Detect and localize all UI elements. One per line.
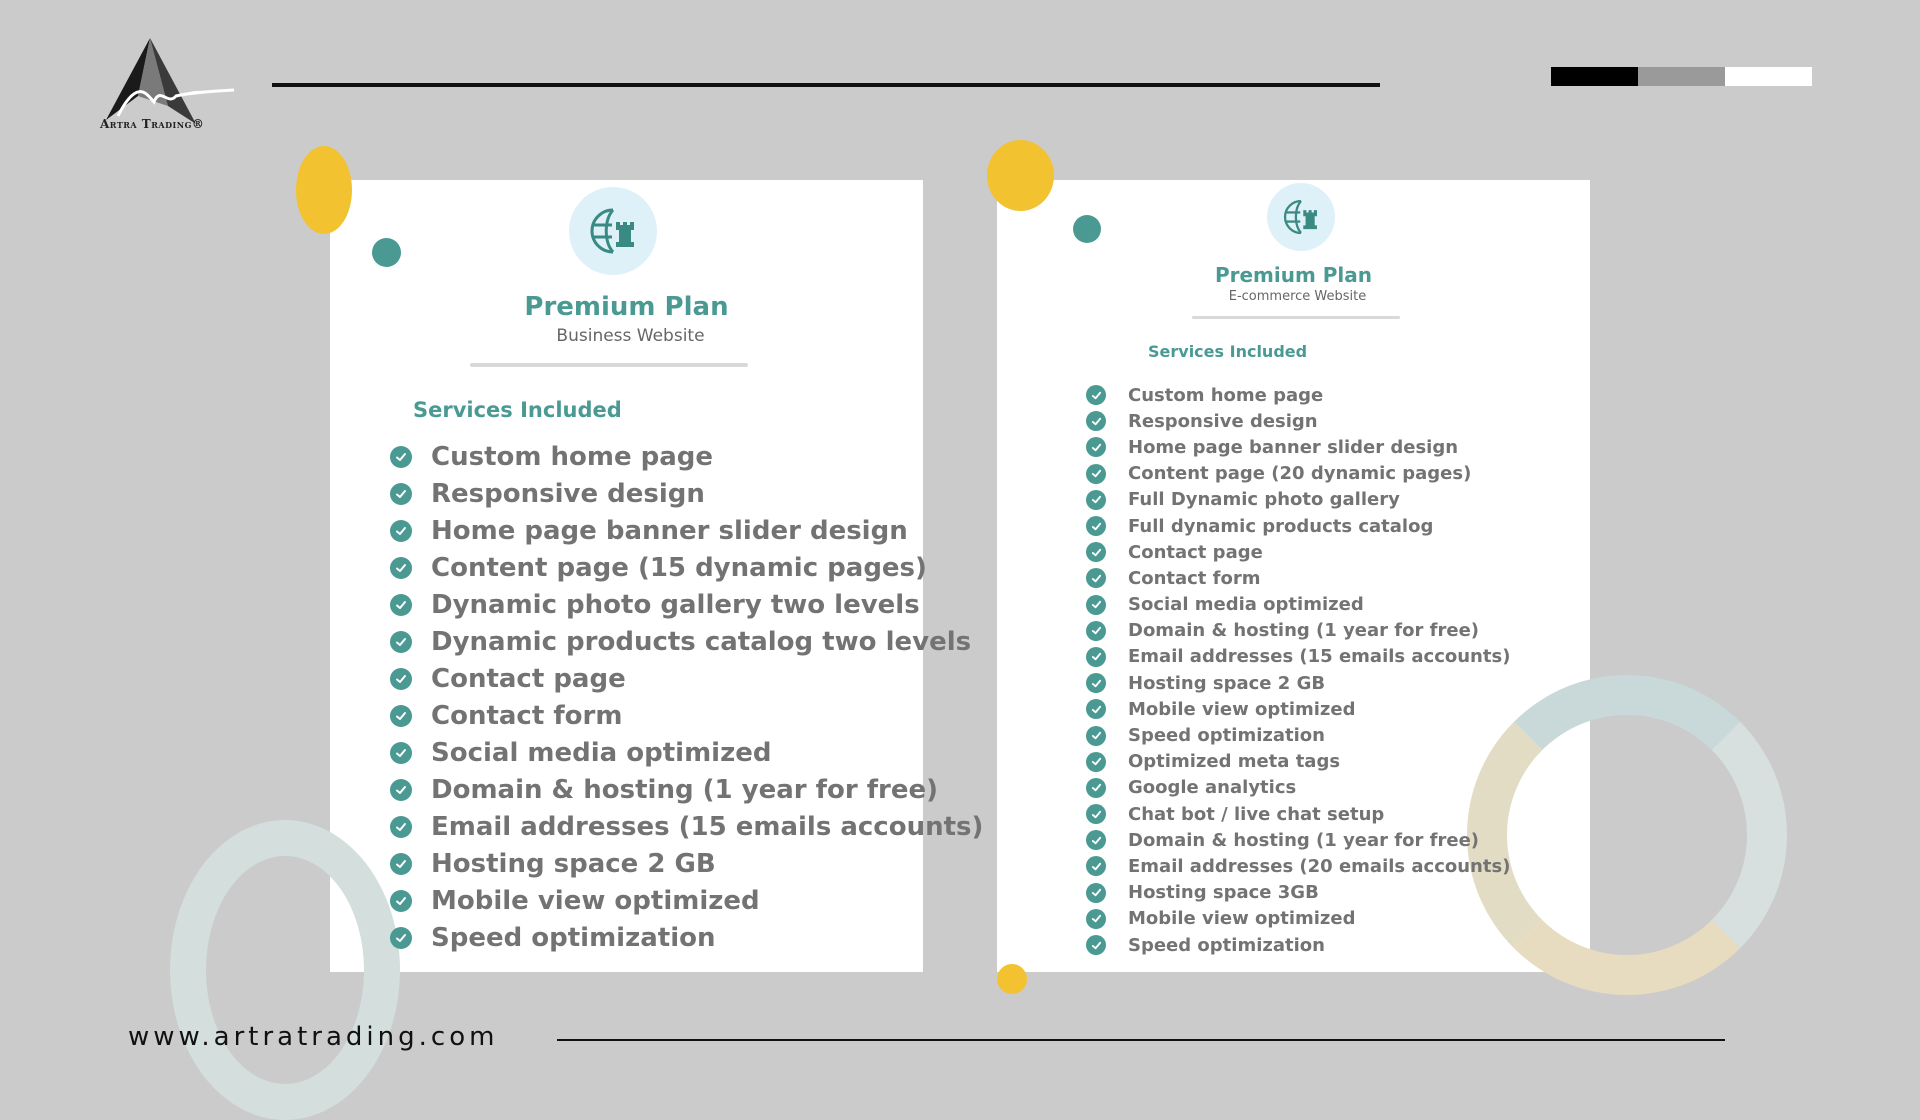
service-label: Mobile view optimized — [431, 885, 760, 916]
plan-card-business — [330, 180, 984, 972]
check-circle-icon — [1086, 464, 1106, 484]
service-item — [390, 845, 983, 882]
service-item — [1086, 487, 1510, 513]
service-label: Chat bot / live chat setup — [1128, 803, 1385, 825]
footer-divider-line — [557, 1039, 1725, 1041]
service-label: Speed optimization — [1128, 725, 1325, 747]
service-item — [1086, 775, 1510, 801]
check-circle-icon — [1086, 568, 1106, 588]
check-circle-icon — [1086, 542, 1106, 562]
service-label: Optimized meta tags — [1128, 751, 1341, 773]
service-item — [1086, 592, 1510, 618]
service-label: Home page banner slider design — [1128, 436, 1459, 458]
check-circle-icon — [1086, 804, 1106, 824]
service-label: Responsive design — [1128, 410, 1318, 432]
service-item — [1086, 408, 1510, 434]
service-item — [1086, 853, 1510, 879]
check-circle-icon — [1086, 752, 1106, 772]
service-label: Content page (15 dynamic pages) — [431, 552, 927, 583]
service-item — [390, 660, 983, 697]
service-item — [1086, 382, 1510, 408]
check-circle-icon — [1086, 385, 1106, 405]
service-item — [1086, 644, 1510, 670]
service-item — [390, 919, 983, 956]
service-label: Speed optimization — [1128, 934, 1325, 956]
teal-dot-decoration — [1073, 215, 1101, 243]
service-label: Speed optimization — [431, 922, 716, 953]
yellow-blob-decoration — [987, 140, 1054, 211]
check-circle-icon — [390, 557, 412, 579]
service-label: Mobile view optimized — [1128, 908, 1356, 930]
check-circle-icon — [1086, 883, 1106, 903]
check-circle-icon — [390, 446, 412, 468]
teal-dot-decoration — [372, 238, 401, 267]
check-circle-icon — [1086, 935, 1106, 955]
service-item — [1086, 932, 1510, 958]
service-label: Social media optimized — [431, 737, 772, 768]
check-circle-icon — [390, 631, 412, 653]
service-label: Contact form — [431, 700, 623, 731]
service-item — [1086, 461, 1510, 487]
service-item — [390, 882, 983, 919]
check-circle-icon — [1086, 726, 1106, 746]
service-item — [1086, 880, 1510, 906]
plan-subtitle: Business Website — [556, 326, 705, 346]
service-item — [1086, 539, 1510, 565]
service-label: Hosting space 3GB — [1128, 882, 1319, 904]
service-item — [1086, 827, 1510, 853]
globe-chess-rook-icon — [1282, 198, 1320, 236]
service-item — [1086, 906, 1510, 932]
check-circle-icon — [1086, 856, 1106, 876]
service-label: Social media optimized — [1128, 594, 1364, 616]
service-item — [390, 475, 983, 512]
services-included-heading: Services Included — [413, 398, 622, 422]
service-item — [1086, 434, 1510, 460]
service-item — [1086, 618, 1510, 644]
service-label: Mobile view optimized — [1128, 698, 1356, 720]
service-label: Responsive design — [431, 478, 705, 509]
plan-icon-circle — [1267, 183, 1335, 251]
services-list — [1086, 382, 1510, 958]
logo-text: Artra Trading® — [100, 117, 205, 131]
service-label: Full Dynamic photo gallery — [1128, 489, 1400, 511]
check-circle-icon — [390, 890, 412, 912]
gradient-ring-decoration — [1467, 675, 1787, 995]
check-circle-icon — [1086, 909, 1106, 929]
service-label: Hosting space 2 GB — [1128, 672, 1326, 694]
plan-title: Premium Plan — [524, 292, 729, 322]
check-circle-icon — [390, 927, 412, 949]
check-circle-icon — [1086, 595, 1106, 615]
plan-subtitle: E-commerce Website — [1228, 289, 1367, 304]
service-label: Contact page — [1128, 541, 1263, 563]
plan-title: Premium Plan — [1214, 263, 1373, 287]
service-label: Contact form — [1128, 567, 1261, 589]
yellow-blob-decoration — [296, 146, 352, 234]
service-item — [390, 438, 983, 475]
title-divider — [1192, 316, 1400, 319]
service-item — [390, 623, 983, 660]
services-list — [390, 438, 983, 956]
check-circle-icon — [1086, 490, 1106, 510]
title-divider — [470, 363, 748, 367]
service-label: Domain & hosting (1 year for free) — [431, 774, 938, 805]
service-label: Dynamic photo gallery two levels — [431, 589, 920, 620]
service-label: Contact page — [431, 663, 626, 694]
service-item — [390, 697, 983, 734]
service-item — [1086, 722, 1510, 748]
check-circle-icon — [390, 853, 412, 875]
check-circle-icon — [1086, 830, 1106, 850]
service-label: Custom home page — [1128, 384, 1324, 406]
service-label: Home page banner slider design — [431, 515, 908, 546]
check-circle-icon — [390, 594, 412, 616]
service-label: Domain & hosting (1 year for free) — [1128, 620, 1479, 642]
service-item — [390, 734, 983, 771]
globe-chess-rook-icon — [588, 206, 638, 256]
check-circle-icon — [390, 705, 412, 727]
service-label: Email addresses (15 emails accounts) — [431, 811, 984, 842]
service-label: Custom home page — [431, 441, 714, 472]
swatch-black — [1551, 67, 1638, 86]
swatch-white — [1725, 67, 1812, 86]
service-label: Google analytics — [1128, 777, 1297, 799]
service-item — [390, 771, 983, 808]
service-label: Domain & hosting (1 year for free) — [1128, 829, 1479, 851]
service-item — [390, 808, 983, 845]
service-item — [1086, 749, 1510, 775]
check-circle-icon — [1086, 647, 1106, 667]
check-circle-icon — [390, 520, 412, 542]
check-circle-icon — [390, 779, 412, 801]
service-item — [1086, 696, 1510, 722]
check-circle-icon — [390, 816, 412, 838]
services-included-heading: Services Included — [1148, 342, 1308, 361]
service-label: Dynamic products catalog two levels — [431, 626, 972, 657]
service-label: Email addresses (15 emails accounts) — [1128, 646, 1511, 668]
service-item — [1086, 670, 1510, 696]
check-circle-icon — [390, 483, 412, 505]
service-item — [390, 512, 983, 549]
check-circle-icon — [390, 668, 412, 690]
service-item — [1086, 801, 1510, 827]
service-label: Email addresses (20 emails accounts) — [1128, 855, 1511, 877]
yellow-dot-decoration — [997, 964, 1027, 994]
check-circle-icon — [1086, 437, 1106, 457]
service-item — [1086, 513, 1510, 539]
service-item — [1086, 565, 1510, 591]
check-circle-icon — [1086, 699, 1106, 719]
service-label: Full dynamic products catalog — [1128, 515, 1434, 537]
gradient-ring-decoration — [170, 820, 400, 1120]
color-swatches — [1551, 67, 1812, 86]
swatch-gray — [1638, 67, 1725, 86]
service-item — [390, 586, 983, 623]
header-divider-line — [272, 83, 1380, 87]
service-item — [390, 549, 983, 586]
plan-card-ecommerce — [997, 180, 1590, 972]
check-circle-icon — [1086, 778, 1106, 798]
service-label: Content page (20 dynamic pages) — [1128, 463, 1472, 485]
check-circle-icon — [1086, 673, 1106, 693]
website-url[interactable]: www.artratrading.com — [128, 1022, 499, 1052]
service-label: Hosting space 2 GB — [431, 848, 716, 879]
check-circle-icon — [1086, 411, 1106, 431]
check-circle-icon — [1086, 621, 1106, 641]
plan-icon-circle — [569, 187, 657, 275]
check-circle-icon — [1086, 516, 1106, 536]
check-circle-icon — [390, 742, 412, 764]
